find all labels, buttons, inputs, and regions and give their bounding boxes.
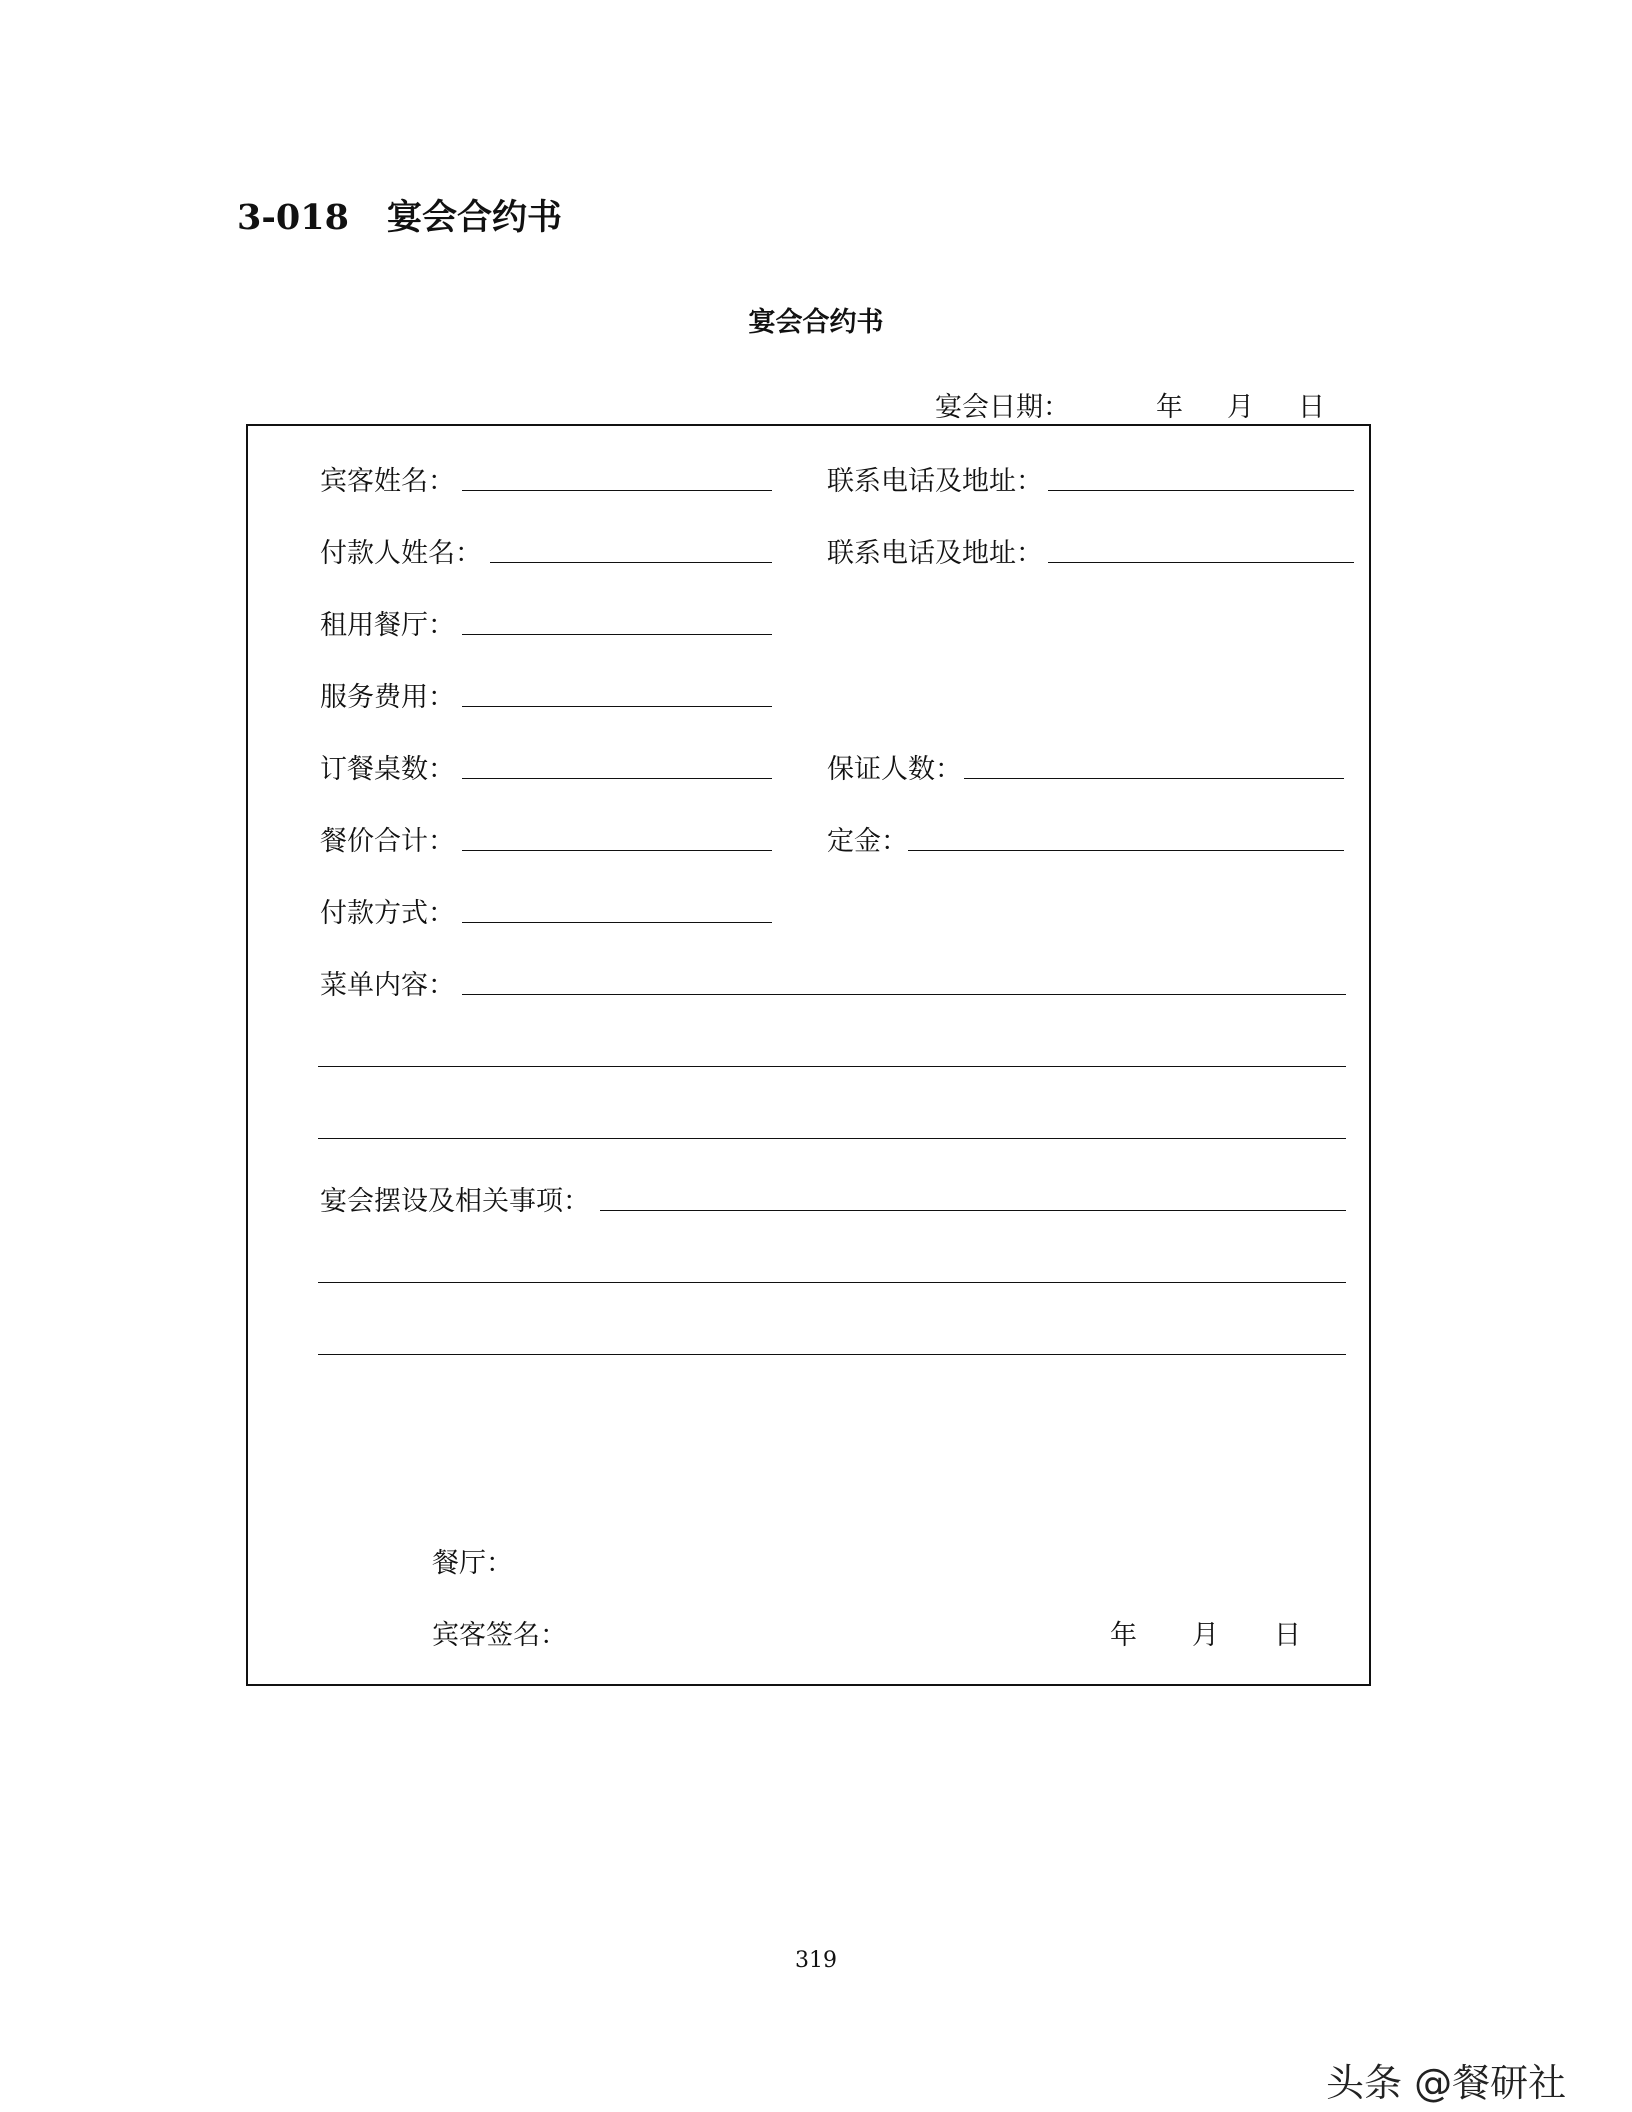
guaranteed-guests-label: 保证人数：	[827, 754, 962, 785]
signature-date-month: 月	[1192, 1620, 1219, 1651]
watermark: 头条 @餐研社	[1326, 2061, 1567, 2105]
signature-date-year: 年	[1110, 1620, 1137, 1651]
payment-method-field[interactable]	[462, 922, 772, 923]
contact-2-label: 联系电话及地址：	[827, 538, 1043, 569]
menu-content-line-3[interactable]	[318, 1138, 1346, 1139]
section-title: 宴会合约书	[386, 197, 562, 238]
rented-hall-field[interactable]	[462, 634, 772, 635]
section-heading	[237, 190, 562, 240]
section-number: 3-018	[237, 197, 349, 238]
guest-signature-label: 宾客签名：	[432, 1620, 567, 1651]
menu-content-line-2[interactable]	[318, 1066, 1346, 1067]
banquet-date-year: 年	[1156, 392, 1183, 423]
signature-restaurant-label: 餐厅：	[432, 1548, 513, 1579]
banquet-date-day: 日	[1298, 392, 1325, 423]
signature-date-day: 日	[1274, 1620, 1301, 1651]
rented-hall-label: 租用餐厅：	[320, 610, 455, 641]
meal-total-label: 餐价合计：	[320, 826, 455, 857]
menu-content-line-1[interactable]	[462, 994, 1346, 995]
service-fee-label: 服务费用：	[320, 682, 455, 713]
form-title: 宴会合约书	[748, 307, 884, 338]
banquet-date-label: 宴会日期：	[935, 392, 1070, 423]
deposit-field[interactable]	[908, 850, 1344, 851]
contract-form-frame	[246, 424, 1371, 1686]
contact-1-field[interactable]	[1048, 490, 1354, 491]
tables-ordered-field[interactable]	[462, 778, 772, 779]
menu-content-label: 菜单内容：	[320, 970, 455, 1001]
meal-total-field[interactable]	[462, 850, 772, 851]
signature-date	[1110, 1613, 1301, 1652]
payment-method-label: 付款方式：	[320, 898, 455, 929]
guest-name-field[interactable]	[462, 490, 772, 491]
tables-ordered-label: 订餐桌数：	[320, 754, 455, 785]
guaranteed-guests-field[interactable]	[964, 778, 1344, 779]
payer-name-field[interactable]	[490, 562, 772, 563]
contact-1-label: 联系电话及地址：	[827, 466, 1043, 497]
payer-name-label: 付款人姓名：	[320, 538, 482, 569]
banquet-date	[935, 385, 1325, 424]
page-number: 319	[795, 1948, 837, 1973]
setup-items-line-1[interactable]	[600, 1210, 1346, 1211]
deposit-label: 定金：	[827, 826, 908, 857]
setup-items-label: 宴会摆设及相关事项：	[320, 1186, 590, 1217]
banquet-date-month: 月	[1227, 392, 1254, 423]
setup-items-line-3[interactable]	[318, 1354, 1346, 1355]
service-fee-field[interactable]	[462, 706, 772, 707]
guest-name-label: 宾客姓名：	[320, 466, 455, 497]
contact-2-field[interactable]	[1048, 562, 1354, 563]
setup-items-line-2[interactable]	[318, 1282, 1346, 1283]
